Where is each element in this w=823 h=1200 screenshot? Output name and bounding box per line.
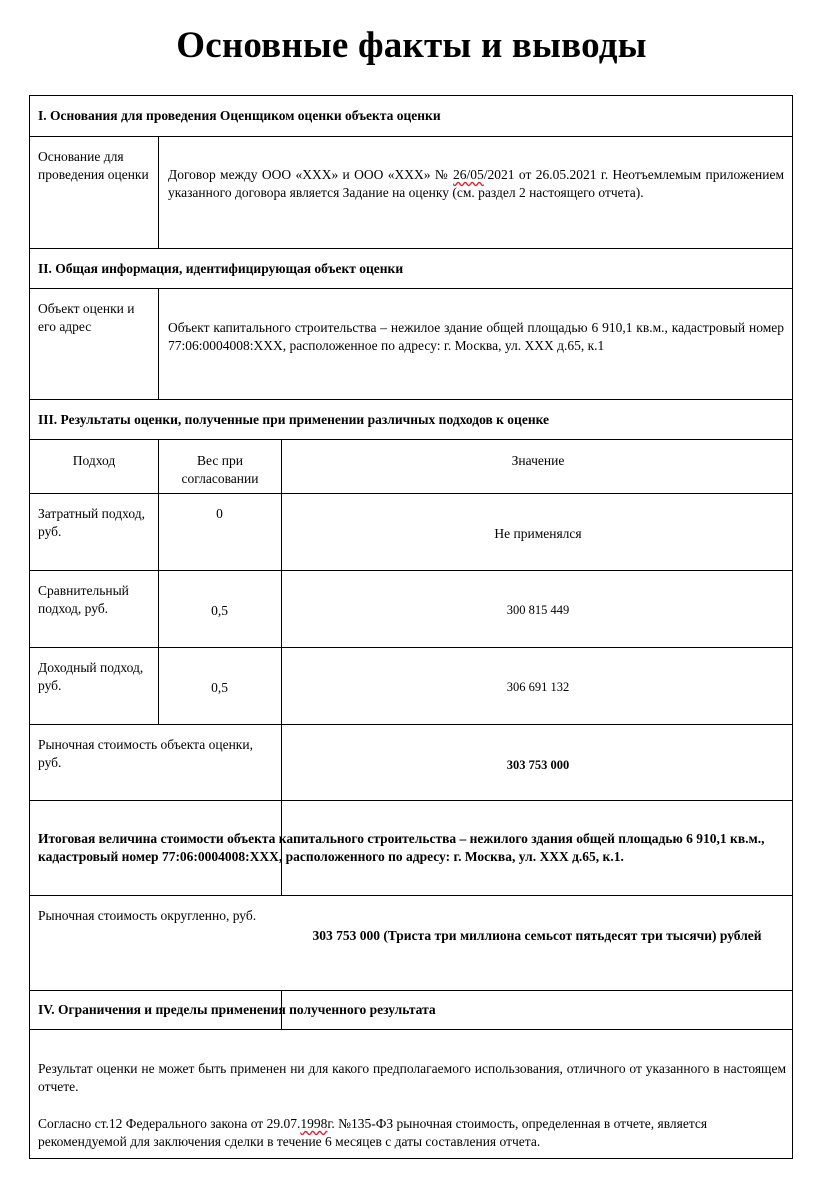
table-row-weight: 0,5 bbox=[211, 603, 228, 618]
table-row-approach: Доходный подход, руб. bbox=[38, 660, 144, 693]
divider bbox=[30, 288, 792, 289]
table-row-approach: Затратный подход, руб. bbox=[38, 506, 145, 539]
column-header-weight: Вес при согласовании bbox=[181, 453, 259, 486]
divider bbox=[30, 724, 792, 725]
facts-table bbox=[29, 95, 793, 1159]
table-row-approach: Сравнительный подход, руб. bbox=[38, 583, 129, 616]
divider bbox=[30, 493, 792, 494]
contract-text-start: Договор между ООО «XXX» и ООО «XXX» № bbox=[168, 167, 454, 182]
page-title: Основные факты и выводы bbox=[176, 25, 647, 66]
divider bbox=[30, 439, 792, 440]
law-text-start: Согласно ст.12 Федерального закона от 29.07. bbox=[38, 1116, 301, 1131]
final-value-summary: Итоговая величина стоимости объекта капитального строительства – нежилого здания общей площадью 6 910,1 кв.м., кадастровый номер 77:06:0004008:XXX, расположенного по адресу: г. Москва, ул. XXX д.65, к.1. bbox=[38, 831, 765, 864]
divider bbox=[30, 1029, 792, 1030]
divider bbox=[30, 136, 792, 137]
column-divider bbox=[158, 136, 159, 249]
section-1-heading: I. Основания для проведения Оценщиком оценки объекта оценки bbox=[38, 108, 441, 123]
table-row-weight: 0 bbox=[216, 506, 223, 521]
section-1-text bbox=[168, 166, 784, 202]
rounded-value-label: Рыночная стоимость округленно, руб. bbox=[38, 908, 257, 923]
column-divider bbox=[281, 439, 282, 896]
table-row-value: Не применялся bbox=[494, 526, 582, 541]
column-header-value: Значение bbox=[511, 453, 565, 468]
market-value: 303 753 000 bbox=[506, 758, 570, 772]
table-row-weight: 0,5 bbox=[211, 680, 228, 695]
table-row-value: 306 691 132 bbox=[506, 680, 570, 694]
divider bbox=[30, 800, 792, 801]
rounded-value: 303 753 000 (Триста три миллиона семьсот пятьдесят три тысячи) рублей bbox=[312, 928, 762, 943]
divider bbox=[30, 570, 792, 571]
divider bbox=[30, 647, 792, 648]
market-value-label: Рыночная стоимость объекта оценки, руб. bbox=[38, 737, 253, 770]
section-2-label: Объект оценки и его адрес bbox=[38, 301, 135, 334]
section-1-label: Основание для проведения оценки bbox=[38, 149, 149, 182]
law-year: 1998 bbox=[300, 1116, 328, 1131]
section-3-heading: III. Результаты оценки, полученные при применении различных подходов к оценке bbox=[38, 412, 550, 427]
section-4-paragraph: Результат оценки не может быть применен ни для какого предполагаемого использования, отличного от указанного в настоящем отчете. bbox=[38, 1061, 786, 1094]
divider bbox=[30, 990, 792, 991]
divider bbox=[30, 399, 792, 400]
section-2-heading: II. Общая информация, идентифицирующая объект оценки bbox=[38, 261, 404, 276]
section-4-heading: IV. Ограничения и пределы применения полученного результата bbox=[38, 1002, 436, 1017]
section-2-text: Объект капитального строительства – нежилое здание общей площадью 6 910,1 кв.м., кадастровый номер 77:06:0004008:XXX, расположенное по адресу: г. Москва, ул. XXX д.65, к.1 bbox=[168, 320, 784, 353]
contract-text-end: /2021 от 26.05.2021 г. Неотъемлемым приложением указанного договора является Задание на оценку (см. раздел 2 настоящего отчета). bbox=[168, 167, 784, 200]
column-divider bbox=[158, 288, 159, 400]
contract-number: 26/05 bbox=[453, 167, 484, 182]
column-header-approach: Подход bbox=[72, 453, 116, 468]
table-row-value: 300 815 449 bbox=[506, 603, 570, 617]
divider bbox=[30, 895, 792, 896]
divider bbox=[30, 248, 792, 249]
law-text-end: г. №135-ФЗ рыночная стоимость, определенная в отчете, является рекомендуемой для заключения сделки в течение 6 месяцев с даты составления отчета. bbox=[38, 1116, 708, 1149]
section-4-paragraph bbox=[38, 1115, 786, 1151]
